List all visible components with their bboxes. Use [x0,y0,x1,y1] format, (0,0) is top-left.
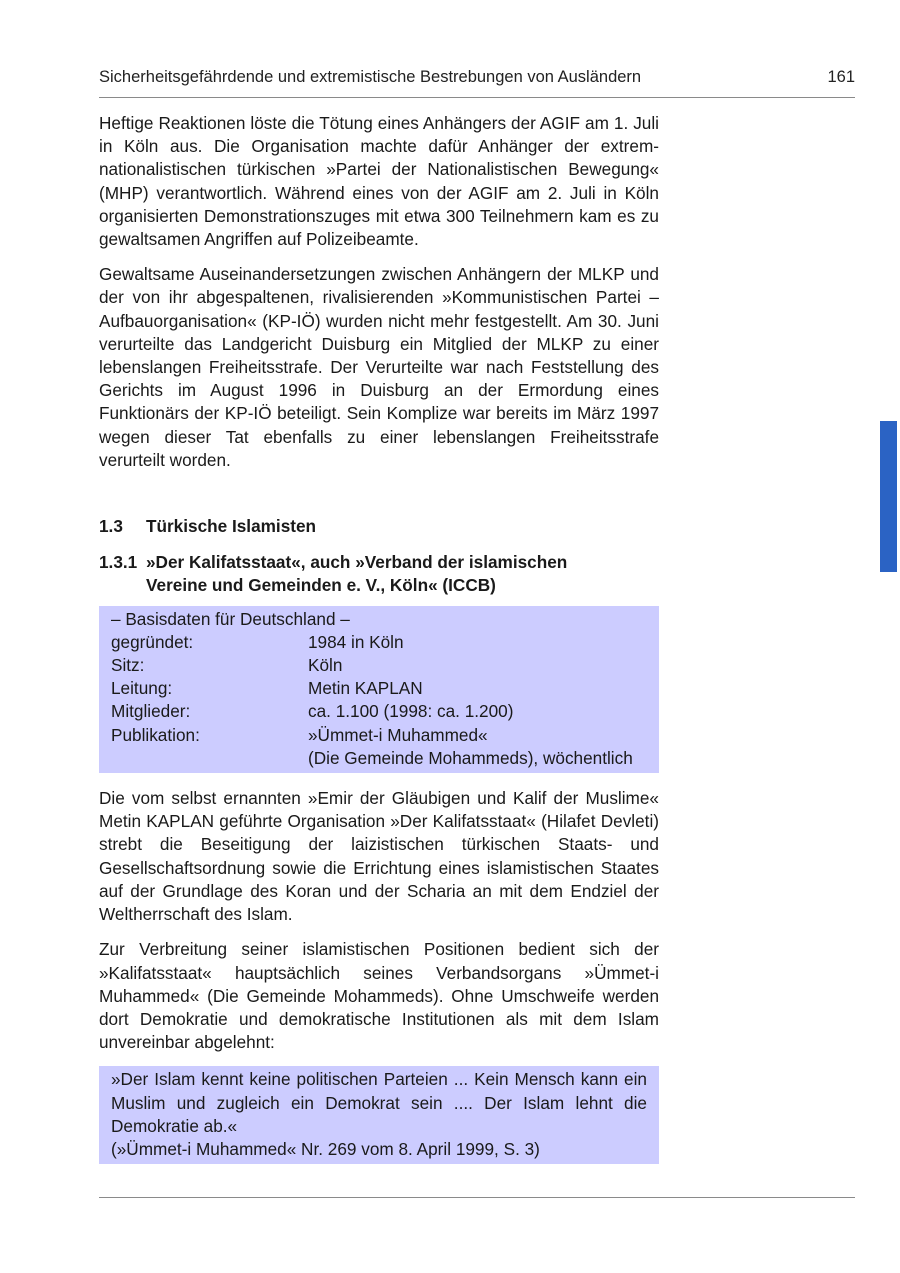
header-divider [99,97,855,98]
paragraph-mlkp: Gewaltsame Auseinandersetzungen zwischen Anhängern der MLKP und der von ihr abgespaltenen, rivalisierenden »Kommunistischen Partei – Aufbauorganisation« (KP-IÖ) wurden nicht mehr festgestellt. Am 30. Juni verurteilte das Landgericht Duisburg ein Mitglied der MLKP zu einer lebenslangen Freiheitsstrafe. Der Verurteilte war nach Feststellung des Gerichts im August 1996 in Duisburg an der Ermordung eines Funktionärs der KP-IÖ beteiligt. Sein Komplize war bereits im März 1997 wegen dieser Tat ebenfalls zu einer lebenslangen Freiheitsstrafe verurteilt worden. [99,264,659,470]
basisdaten-row [111,677,647,700]
basisdaten-row [111,724,647,747]
basisdaten-label: Leitung: [111,678,173,699]
basisdaten-heading: – Basisdaten für Deutschland – [111,608,350,629]
subsection-heading [99,551,659,597]
basisdaten-row [111,747,647,770]
subsection-title-line1: »Der Kalifatsstaat«, auch »Verband der islamischen [146,552,568,573]
paragraph-verbandsorgan: Zur Verbreitung seiner islamistischen Positionen bedient sich der »Kalifatsstaat« hauptsächlich seines Verbandsorgans »Ümmet-i Muhammed« (Die Gemeinde Mohammeds). Ohne Umschweife werden dort Demokratie und demokratische Institutionen als mit dem Islam unvereinbar abgelehnt: [99,939,659,1053]
basisdaten-row [111,654,647,677]
basisdaten-label: Sitz: [111,655,145,676]
subsection-number: 1.3.1 [99,552,138,573]
basisdaten-value: (Die Gemeinde Mohammeds), wöchentlich [308,747,633,768]
basisdaten-row [111,631,647,654]
basisdaten-value: 1984 in Köln [308,631,404,652]
subsection-title [146,551,567,597]
basisdaten-label [111,747,308,770]
paragraph-agif: Heftige Reaktionen löste die Tötung eines Anhängers der AGIF am 1. Juli in Köln aus. Die Organisation machte dafür Anhänger der extrem-nationalistischen türkischen »Partei der Nationalistischen Bewegung« (MHP) verantwortlich. Während eines von der AGIF am 2. Juli in Köln organisierten Demonstrationszuges mit etwa 300 Teilnehmern kam es zu gewaltsamen Angriffen auf Polizeibeamte. [99,113,659,250]
basisdaten-label: gegründet: [111,631,194,652]
basisdaten-row [111,700,647,723]
basisdaten-value: Metin KAPLAN [308,678,423,699]
page-number: 161 [827,68,855,86]
quote-box [99,1066,659,1164]
paragraph-kalifatsstaat: Die vom selbst ernannten »Emir der Gläubigen und Kalif der Muslime« Metin KAPLAN geführte Organisation »Der Kalifatsstaat« (Hilafet Devleti) strebt die Beseitigung der laizistischen türkischen Staats- und Gesellschaftsordnung sowie die Errichtung eines islamistischen Staates auf der Grundlage des Koran und der Scharia an mit dem Endziel der Weltherrschaft des Islam. [99,788,659,925]
basisdaten-value: ca. 1.100 (1998: ca. 1.200) [308,701,514,722]
quote-text: »Der Islam kennt keine politischen Parteien ... Kein Mensch kann ein Muslim und zugleich ein Demokrat sein .... Der Islam lehnt die Demokratie ab.« [111,1069,647,1136]
basisdaten-value: Köln [308,655,343,676]
section-heading [99,515,659,538]
section-title: Türkische Islamisten [146,516,317,537]
quote-source: (»Ümmet-i Muhammed« Nr. 269 vom 8. April 1999, S. 3) [111,1138,540,1159]
chapter-tab-marker [880,421,897,572]
main-text-column [99,112,659,1164]
subsection-title-line2: Vereine und Gemeinden e. V., Köln« (ICCB) [146,575,496,596]
basisdaten-label: Publikation: [111,724,200,745]
footer-divider [99,1197,855,1198]
section-number: 1.3 [99,516,123,537]
basisdaten-label: Mitglieder: [111,701,191,722]
running-title: Sicherheitsgefährdende und extremistische Bestrebungen von Ausländern [99,68,642,86]
running-head [99,68,855,87]
basisdaten-box [99,606,659,773]
basisdaten-value: »Ümmet-i Muhammed« [308,724,488,745]
